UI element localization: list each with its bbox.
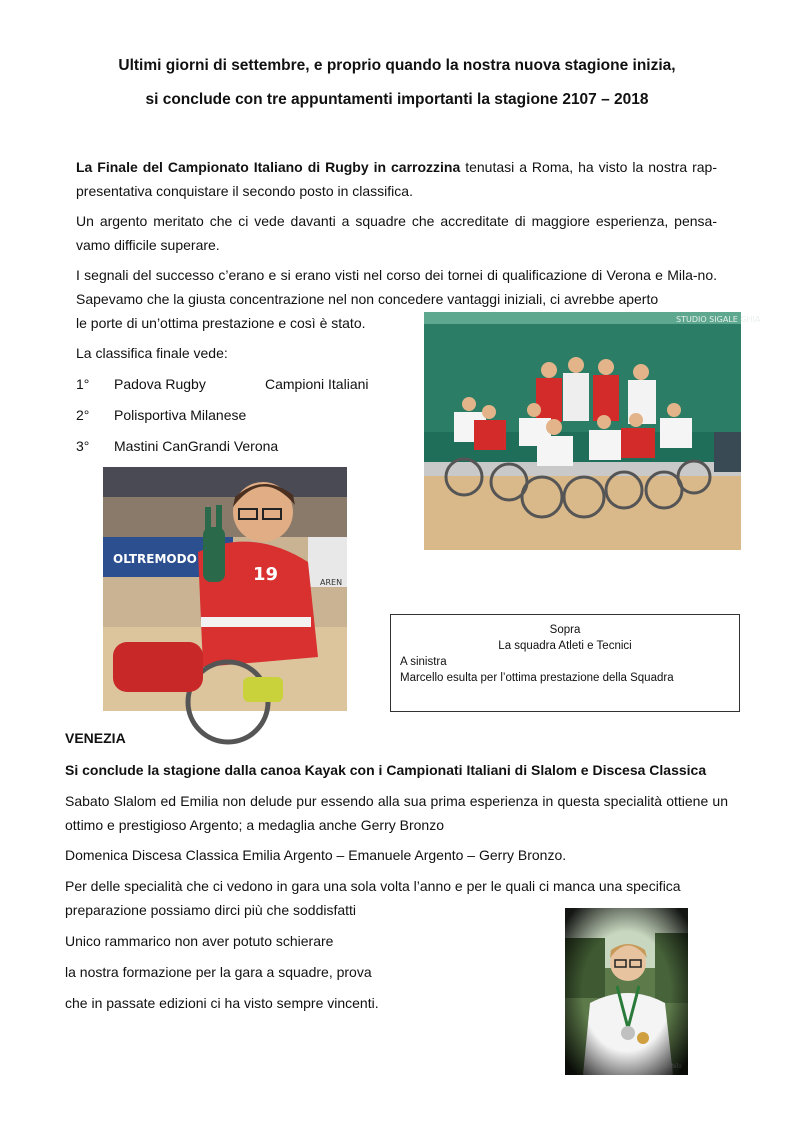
standings-rank-1: 1° [76,376,90,392]
rugby-paragraph-1 [76,155,717,203]
team-photo [424,312,761,550]
venezia-paragraph-3-line-1: Per delle specialità che ci vedono in gara una sola volta l’anno e per le quali ci manca una specifica [65,878,681,894]
player-photo-banner: OLTREMODO [113,552,197,566]
caption-line-3: A sinistra [400,656,447,668]
page-title-line-2: si conclude con tre appuntamenti importanti la stagione 2107 – 2018 [145,91,649,108]
venezia-subheading: Si conclude la stagione dalla canoa Kayak con i Campionati Italiani di Slalom e Discesa Classica [65,762,707,778]
player-photo [103,467,347,711]
standings-team-2: Polisportiva Milanese [114,407,247,423]
venezia-paragraph-2: Domenica Discesa Classica Emilia Argento – Emanuele Argento – Gerry Bronzo. [65,847,567,863]
venezia-heading: VENEZIA [65,730,126,746]
caption-line-4: Marcello esulta per l’ottima prestazione della Squadra [400,672,674,684]
standings-intro: La classifica finale vede: [76,345,228,361]
rugby-paragraph-3-end: le porte di un’ottima prestazione e così è stato. [76,315,366,331]
venezia-paragraph-3-line-2: preparazione possiamo dirci più che soddisfatti [65,902,357,918]
standings-team-3: Mastini CanGrandi Verona [114,438,279,454]
venezia-paragraph-1: Sabato Slalom ed Emilia non delude pur essendo alla sua prima esperienza in questa specialità ottiene un ottimo e prestigioso Argento; a medaglia anche Gerry Bronzo [65,793,728,833]
venezia-paragraph-4-line-2: la nostra formazione per la gara a squadre, prova [65,964,372,980]
venezia-paragraph-4-line-3: che in passate edizioni ci ha visto sempre vincenti. [65,995,379,1011]
standings-rank-3: 3° [76,438,90,454]
page-title-line-1: Ultimi giorni di settembre, e proprio quando la nostra nuova stagione inizia, [118,57,676,74]
rugby-paragraph-1-text: tenutasi a Roma, ha visto la nostra rap-presentativa conquistare il secondo posto in classifica. [76,159,718,199]
player-photo-sign: AREN [320,578,343,587]
rugby-paragraph-3: I segnali del successo c’erano e si erano visti nel corso dei tornei di qualificazione di Verona e Mila-no. Sapevamo che la giusta concentrazione nel non concedere vantaggi iniziali, ci avrebbe aperto [76,267,717,307]
standings-rank-2: 2° [76,407,90,423]
venezia-paragraph-4-line-1: Unico rammarico non aver potuto schierare [65,933,334,949]
kayak-athlete-photo [565,908,688,1075]
photo-caption-box [390,614,740,712]
caption-line-1: Sopra [549,624,581,636]
caption-line-2: La squadra Atleti e Tecnici [498,640,632,652]
player-shirt-number: 19 [253,564,279,585]
rugby-final-heading: La Finale del Campionato Italiano di Rugby in carrozzina [76,159,461,175]
team-photo-banner: STUDIO SIGALE GHIA [676,315,761,324]
standings-note-1: Campioni Italiani [265,376,369,392]
rugby-paragraph-2: Un argento meritato che ci vede davanti a squadre che accreditate di maggiore esperienza, pensa-vamo difficile superare. [76,213,717,253]
standings-team-1: Padova Rugby [114,376,206,392]
